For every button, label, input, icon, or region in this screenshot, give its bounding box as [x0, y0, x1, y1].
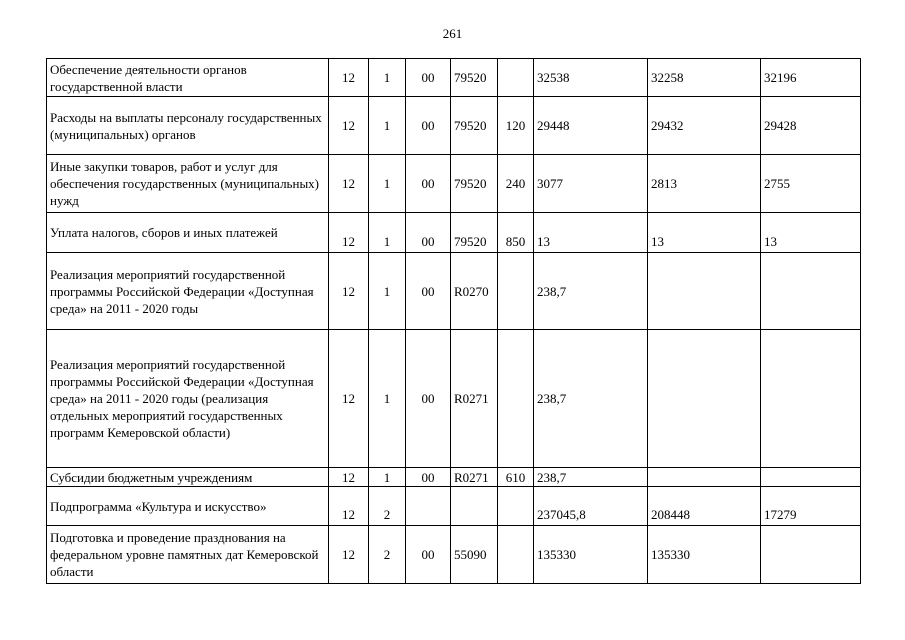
table-row — [47, 526, 861, 584]
cell-year-2: 29432 — [648, 97, 761, 155]
cell-year-3: 2755 — [761, 155, 861, 213]
cell-expense-type — [498, 253, 534, 330]
cell-year-2: 32258 — [648, 59, 761, 97]
cell-subsection: 00 — [406, 253, 451, 330]
cell-ministry: 12 — [329, 59, 369, 97]
row-name: Субсидии бюджетным учреждениям — [47, 468, 329, 487]
cell-expense-type: 240 — [498, 155, 534, 213]
cell-year-3: 29428 — [761, 97, 861, 155]
cell-subsection: 00 — [406, 213, 451, 253]
cell-section: 1 — [369, 213, 406, 253]
cell-subsection: 00 — [406, 97, 451, 155]
row-name: Обеспечение деятельности органов государственной власти — [47, 59, 329, 97]
cell-year-2: 13 — [648, 213, 761, 253]
cell-year-1: 135330 — [534, 526, 648, 584]
cell-year-3: 32196 — [761, 59, 861, 97]
cell-year-1: 32538 — [534, 59, 648, 97]
cell-target-code: R0270 — [451, 253, 498, 330]
cell-year-2: 208448 — [648, 487, 761, 526]
cell-target-code: 79520 — [451, 155, 498, 213]
cell-target-code: R0271 — [451, 468, 498, 487]
cell-expense-type — [498, 330, 534, 468]
cell-expense-type: 850 — [498, 213, 534, 253]
cell-year-3: 17279 — [761, 487, 861, 526]
table-row — [47, 253, 861, 330]
cell-ministry: 12 — [329, 468, 369, 487]
row-name: Уплата налогов, сборов и иных платежей — [47, 213, 329, 253]
row-name: Расходы на выплаты персоналу государственных (муниципальных) органов — [47, 97, 329, 155]
cell-section: 1 — [369, 97, 406, 155]
cell-year-1: 3077 — [534, 155, 648, 213]
cell-ministry: 12 — [329, 526, 369, 584]
cell-section: 1 — [369, 330, 406, 468]
cell-year-2 — [648, 330, 761, 468]
cell-target-code — [451, 487, 498, 526]
table-row — [47, 213, 861, 253]
cell-subsection: 00 — [406, 155, 451, 213]
cell-year-1: 13 — [534, 213, 648, 253]
cell-section: 1 — [369, 59, 406, 97]
cell-year-1: 238,7 — [534, 330, 648, 468]
cell-target-code: 79520 — [451, 97, 498, 155]
budget-table — [46, 58, 861, 584]
cell-section: 1 — [369, 155, 406, 213]
cell-target-code: R0271 — [451, 330, 498, 468]
cell-year-3 — [761, 526, 861, 584]
cell-subsection: 00 — [406, 468, 451, 487]
row-name: Подпрограмма «Культура и искусство» — [47, 487, 329, 526]
cell-year-3 — [761, 253, 861, 330]
cell-expense-type: 120 — [498, 97, 534, 155]
cell-expense-type — [498, 526, 534, 584]
cell-target-code: 79520 — [451, 213, 498, 253]
cell-subsection — [406, 487, 451, 526]
cell-ministry: 12 — [329, 155, 369, 213]
table-row — [47, 59, 861, 97]
cell-expense-type — [498, 59, 534, 97]
cell-year-1: 237045,8 — [534, 487, 648, 526]
cell-year-3 — [761, 330, 861, 468]
cell-year-1: 238,7 — [534, 253, 648, 330]
cell-year-2: 2813 — [648, 155, 761, 213]
cell-year-2: 135330 — [648, 526, 761, 584]
cell-section: 1 — [369, 253, 406, 330]
cell-ministry: 12 — [329, 487, 369, 526]
row-name: Реализация мероприятий государственной программы Российской Федерации «Доступная среда» на 2011 - 2020 годы — [47, 253, 329, 330]
cell-ministry: 12 — [329, 213, 369, 253]
cell-year-1: 29448 — [534, 97, 648, 155]
cell-ministry: 12 — [329, 97, 369, 155]
row-name: Иные закупки товаров, работ и услуг для обеспечения государственных (муниципальных) нужд — [47, 155, 329, 213]
cell-section: 2 — [369, 526, 406, 584]
cell-subsection: 00 — [406, 526, 451, 584]
table-row — [47, 487, 861, 526]
row-name: Подготовка и проведение празднования на федеральном уровне памятных дат Кемеровской области — [47, 526, 329, 584]
cell-expense-type — [498, 487, 534, 526]
cell-subsection: 00 — [406, 59, 451, 97]
cell-year-3 — [761, 468, 861, 487]
cell-ministry: 12 — [329, 253, 369, 330]
cell-year-2 — [648, 253, 761, 330]
table-row — [47, 155, 861, 213]
table-row — [47, 97, 861, 155]
cell-section: 1 — [369, 468, 406, 487]
page-number: 261 — [442, 26, 463, 41]
row-name: Реализация мероприятий государственной программы Российской Федерации «Доступная среда» на 2011 - 2020 годы (реализация отдельных мероприятий государственных программ Кемеровской области) — [47, 330, 329, 468]
table-row — [47, 468, 861, 487]
table-row — [47, 330, 861, 468]
cell-section: 2 — [369, 487, 406, 526]
cell-year-1: 238,7 — [534, 468, 648, 487]
cell-subsection: 00 — [406, 330, 451, 468]
cell-expense-type: 610 — [498, 468, 534, 487]
cell-year-2 — [648, 468, 761, 487]
cell-target-code: 55090 — [451, 526, 498, 584]
cell-year-3: 13 — [761, 213, 861, 253]
cell-ministry: 12 — [329, 330, 369, 468]
cell-target-code: 79520 — [451, 59, 498, 97]
